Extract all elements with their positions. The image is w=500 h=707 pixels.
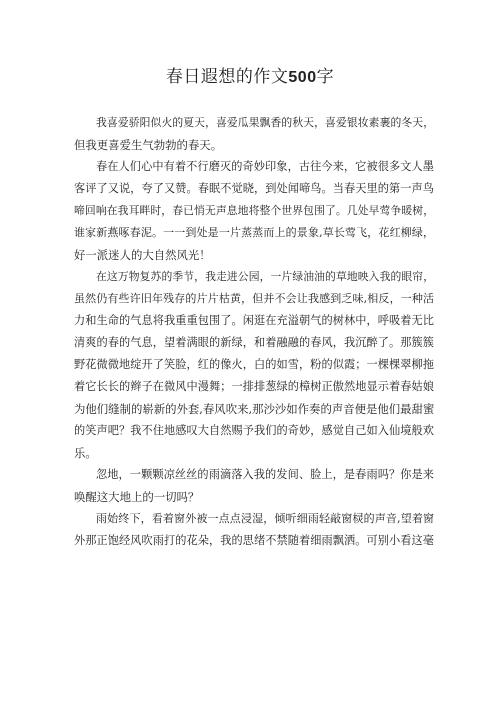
text-line: 乐。 (74, 446, 97, 460)
document-title (0, 62, 500, 87)
text-line: 客评了又说，夸了又赞。春眠不觉晓，到处闻啼鸟。当春天里的第一声鸟 (74, 182, 434, 195)
title-suffix: 字 (316, 67, 335, 87)
text-line: 清爽的春的气息，望着满眼的新绿，和着融融的春风，我沉醉了。那簇簇 (74, 336, 434, 349)
title-number: 500 (288, 69, 317, 86)
text-line: 虽然仍有些许旧年残存的片片枯黄，但并不会让我感到乏味,相反，一种活 (74, 292, 434, 305)
text-line: 的笑声吧？我不住地感叹大自然赐予我们的奇妙，感觉自己如入仙境般欢 (74, 424, 434, 437)
text-line: 忽地，一颗颗凉丝丝的雨滴落入我的发间、脸上，是春雨吗？你是来 (96, 468, 434, 481)
text-line: 在这万物复苏的季节，我走进公园，一片绿油油的草地映入我的眼帘， (96, 270, 434, 283)
text-line: 我喜爱骄阳似火的夏天，喜爱瓜果飘香的秋天，喜爱银妆素裹的冬天， (96, 116, 434, 129)
text-line: 但我更喜爱生气勃勃的春天。 (74, 138, 223, 152)
text-line: 谁家新燕啄春泥。一一到处是一片蒸蒸而上的景象,草长莺飞，花红柳绿， (74, 226, 434, 239)
text-line: 外那正饱经风吹雨打的花朵，我的思绪不禁随着细雨飘洒。可别小看这毫 (74, 534, 434, 547)
text-line: 唤醒这大地上的一切吗？ (74, 490, 200, 504)
text-line: 力和生命的气息将我重重包围了。闲逛在充溢朝气的树林中，呼吸着无比 (74, 314, 434, 327)
text-line: 野花微微地绽开了笑脸，红的像火，白的如雪，粉的似霞；一棵棵翠柳拖 (74, 358, 434, 371)
text-line: 好一派迷人的大自然风光！ (74, 248, 211, 262)
document-body (74, 112, 434, 552)
text-line: 啼回响在我耳畔时，春已悄无声息地将整个世界包围了。几处早莺争暖树， (74, 204, 434, 217)
text-line: 着它长长的辫子在微风中漫舞；一排排葱绿的樟树正傲然地显示着春姑娘 (74, 380, 434, 393)
text-line: 雨始终下，看着窗外被一点点浸湿，倾听细雨轻敲窗棂的声音,望着窗 (96, 512, 434, 525)
text-line: 为他们缝制的崭新的外套,春风吹来,那沙沙如作奏的声音便是他们最甜蜜 (74, 402, 435, 416)
text-line: 春在人们心中有着不行磨灭的奇妙印象，古往今来，它被很多文人墨 (96, 160, 434, 173)
title-main: 春日遐想的作文 (165, 67, 289, 87)
